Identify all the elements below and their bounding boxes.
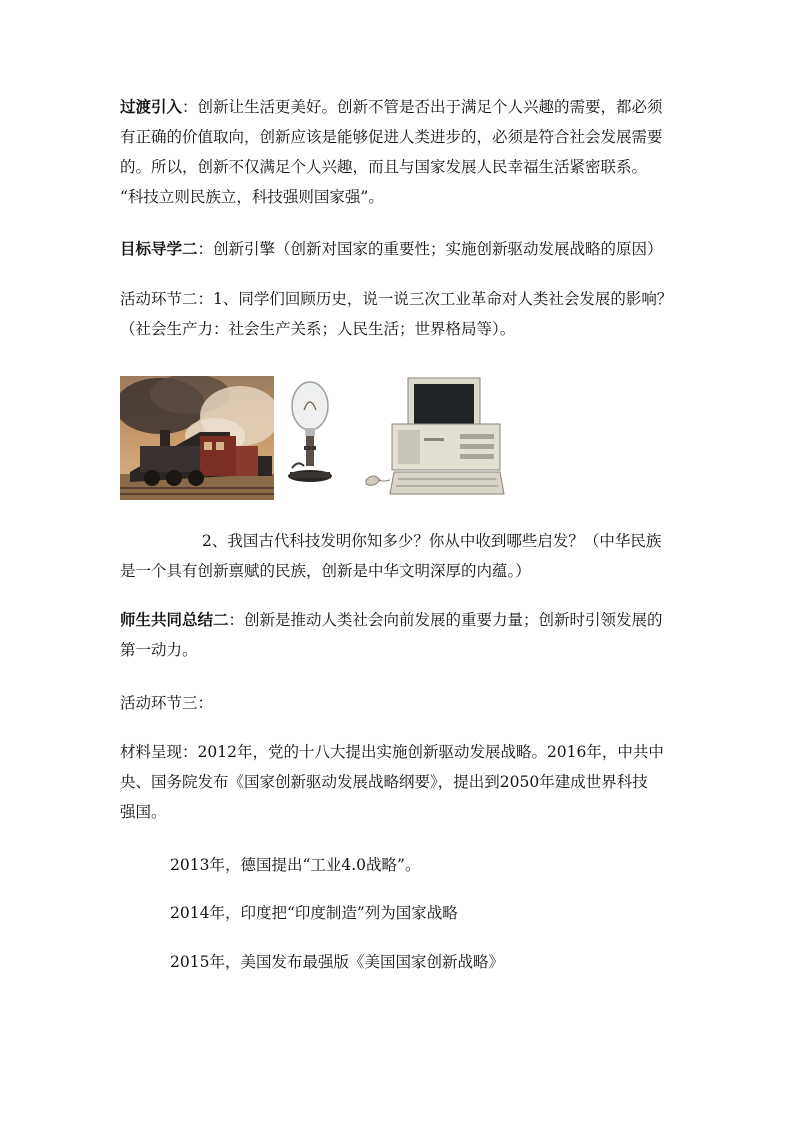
paragraph-line: 是一个具有创新禀赋的民族，创新是中华文明深厚的内蕴。） xyxy=(120,562,531,580)
paragraph-material xyxy=(120,737,680,827)
list-item: 2013年，德国提出“工业4.0战略”。 xyxy=(170,856,421,874)
paragraph-line: 央、国务院发布《国家创新驱动发展战略纲要》，提出到2050年建成世界科技 xyxy=(120,773,648,791)
light-bulb-image xyxy=(278,376,342,500)
heading-summary-two: 师生共同总结二 xyxy=(120,611,229,629)
paragraph-line: （社会生产力：社会生产关系；人民生活；世界格局等）。 xyxy=(120,320,516,338)
paragraph-line: 强国。 xyxy=(120,803,167,821)
heading-goal-two: 目标导学二 xyxy=(120,240,198,258)
paragraph-line: 师生共同总结二：创新是推动人类社会向前发展的重要力量；创新时引领发展的 xyxy=(120,611,663,629)
illustration-row xyxy=(120,376,520,500)
paragraph-summary-two xyxy=(120,605,680,665)
list-item: 2015年，美国发布最强版《美国国家创新战略》 xyxy=(170,953,504,971)
paragraph-line: 2、我国古代科技发明你知多少？你从中收到哪些启发？（中华民族 xyxy=(202,532,662,550)
paragraph-transition xyxy=(120,92,680,212)
paragraph-line: 目标导学二：创新引擎（创新对国家的重要性；实施创新驱动发展战略的原因） xyxy=(120,240,663,258)
paragraph-line: 过渡引入：创新让生活更美好。创新不管是否出于满足个人兴趣的需要，都必须 xyxy=(120,98,663,116)
paragraph-ancient-inventions xyxy=(120,526,680,586)
paragraph-goal-two xyxy=(120,234,680,264)
paragraph-line: “科技立则民族立，科技强则国家强”。 xyxy=(120,188,384,206)
paragraph-line: 有正确的价值取向，创新应该是能够促进人类进步的，必须是符合社会发展需要 xyxy=(120,128,663,146)
paragraph-line: 活动环节二：1、同学们回顾历史，说一说三次工业革命对人类社会发展的影响？ xyxy=(120,290,673,308)
steam-locomotive-image xyxy=(120,376,274,500)
paragraph-activity-two xyxy=(120,284,680,344)
paragraph-line: 活动环节三： xyxy=(120,694,214,712)
paragraph-line: 第一动力。 xyxy=(120,641,198,659)
desktop-computer-image xyxy=(364,376,510,500)
paragraph-line: 材料呈现：2012年，党的十八大提出实施创新驱动发展战略。2016年，中共中 xyxy=(120,743,664,761)
paragraph-line: 的。所以，创新不仅满足个人兴趣，而且与国家发展人民幸福生活紧密联系。 xyxy=(120,158,648,176)
paragraph-activity-three xyxy=(120,688,680,718)
heading-transition: 过渡引入 xyxy=(120,98,183,116)
list-item: 2014年，印度把“印度制造”列为国家战略 xyxy=(170,904,458,922)
